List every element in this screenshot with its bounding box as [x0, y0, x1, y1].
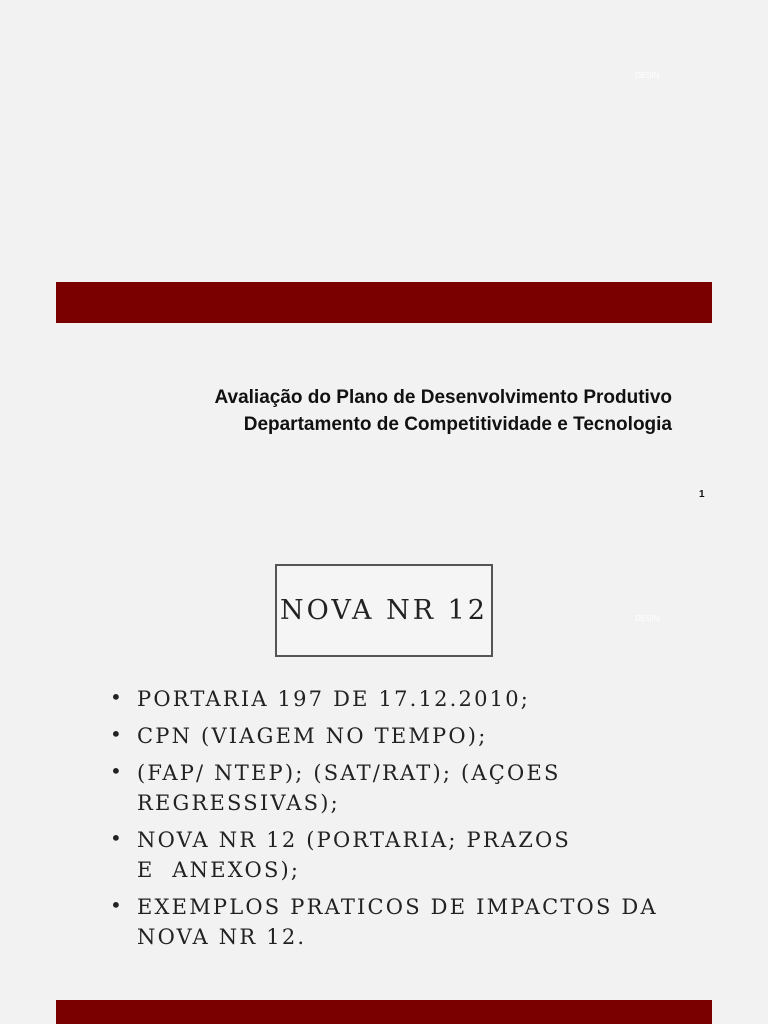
bullet-line: E ANEXOS);: [137, 858, 301, 882]
slide-title: NOVA NR 12: [280, 595, 488, 626]
bullet-icon: •: [110, 685, 124, 709]
bullet-line: CPN (VIAGEM NO TEMPO);: [137, 724, 488, 748]
bullet-line: PORTARIA 197 DE 17.12.2010;: [137, 687, 531, 711]
bullet-line: NOVA NR 12.: [137, 925, 307, 949]
bullet-icon: •: [110, 722, 124, 746]
bullet-item: [110, 721, 710, 751]
watermark-middle: DESIN: [635, 614, 660, 623]
title-box: [275, 564, 493, 657]
header-band: [56, 282, 712, 323]
bullet-line: (FAP/ NTEP); (SAT/RAT); (AÇOES: [137, 761, 561, 785]
bullet-item: [110, 684, 710, 714]
bullet-line: REGRESSIVAS);: [137, 791, 340, 815]
bullet-item: [110, 758, 710, 818]
bullet-line: NOVA NR 12 (PORTARIA; PRAZOS: [137, 828, 571, 852]
bullet-item: [110, 892, 710, 952]
bullet-icon: •: [110, 759, 124, 783]
bullet-list: [110, 684, 710, 959]
bullet-item: [110, 825, 710, 885]
slide-subtitle: [214, 384, 672, 438]
page-number: 1: [699, 489, 705, 500]
subtitle-line-2: Departamento de Competitividade e Tecnologia: [243, 414, 672, 435]
bullet-line: EXEMPLOS PRATICOS DE IMPACTOS DA: [137, 895, 658, 919]
watermark-top: DESIN: [635, 71, 660, 80]
bullet-icon: •: [110, 826, 124, 850]
footer-band: [56, 1000, 712, 1024]
bullet-icon: •: [110, 893, 124, 917]
subtitle-line-1: Avaliação do Plano de Desenvolvimento Produtivo: [214, 387, 672, 408]
